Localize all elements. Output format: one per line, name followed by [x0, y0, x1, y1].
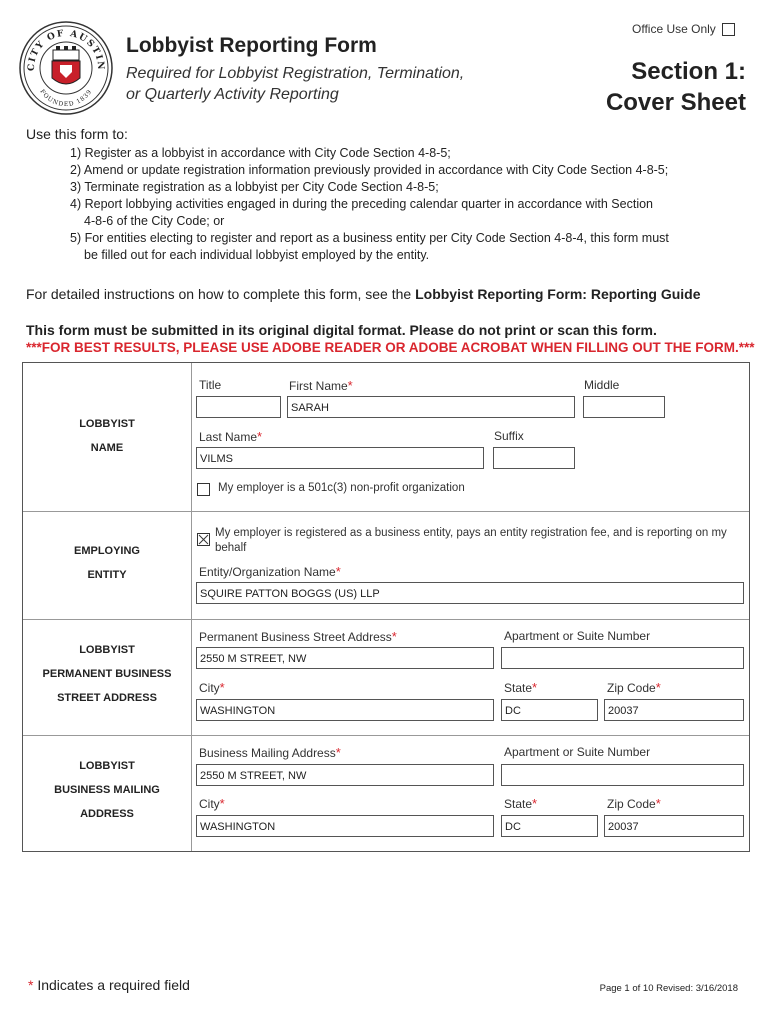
mailing-city-field[interactable]: WASHINGTON	[196, 815, 494, 837]
required-mark: *	[28, 977, 34, 993]
last-name-label	[199, 429, 262, 444]
office-use-label: Office Use Only	[632, 22, 716, 36]
section-label-line: LOBBYIST	[79, 418, 135, 430]
column-divider	[191, 363, 192, 851]
row-divider	[23, 511, 749, 512]
title-label: Title	[199, 378, 222, 392]
permanent-address-section-label	[23, 638, 191, 710]
middle-label: Middle	[584, 378, 620, 392]
required-mark: *	[335, 745, 341, 760]
section-label-line: PERMANENT BUSINESS	[42, 668, 172, 680]
entity-name-field[interactable]: SQUIRE PATTON BOGGS (US) LLP	[196, 582, 744, 604]
mailing-address-section-label	[23, 754, 191, 826]
mailing-zip-label-text: Zip Code	[607, 797, 656, 811]
usage-list	[70, 145, 750, 264]
reporting-guide-title: Lobbyist Reporting Form: Reporting Guide	[415, 286, 701, 302]
permanent-state-field[interactable]: DC	[501, 699, 598, 721]
required-mark: *	[257, 429, 263, 444]
required-mark: *	[655, 796, 661, 811]
required-mark: *	[347, 378, 353, 393]
section-label-line: STREET ADDRESS	[57, 692, 157, 704]
permanent-zip-label	[607, 680, 661, 695]
entity-name-label-text: Entity/Organization Name	[199, 565, 336, 579]
required-mark: *	[655, 680, 661, 695]
usage-item-2: 2) Amend or update registration information previously provided in accordance with City Code Section 4-8-5;	[70, 163, 669, 177]
section-label-line: LOBBYIST	[79, 760, 135, 772]
required-mark: *	[219, 680, 225, 695]
usage-item-3: 3) Terminate registration as a lobbyist per City Code Section 4-8-5;	[70, 180, 439, 194]
page-info: Page 1 of 10 Revised: 3/16/2018	[599, 983, 738, 994]
section-label-line: EMPLOYING	[73, 545, 140, 557]
subtitle-line-2: or Quarterly Activity Reporting	[126, 86, 339, 103]
mailing-apt-field[interactable]	[501, 764, 744, 786]
subtitle-line-1: Required for Lobbyist Registration, Termination,	[126, 65, 465, 82]
seal-text-bottom: FOUNDED 1839	[38, 88, 94, 109]
required-mark: *	[335, 564, 341, 579]
suffix-field[interactable]	[493, 447, 575, 469]
city-seal-logo	[18, 20, 114, 116]
required-mark: *	[391, 629, 397, 644]
permanent-street-field[interactable]: 2550 M STREET, NW	[196, 647, 494, 669]
business-entity-label	[215, 526, 745, 556]
permanent-apt-field[interactable]	[501, 647, 744, 669]
form-title: Lobbyist Reporting Form	[126, 34, 377, 57]
business-entity-label-line: My employer is registered as a business entity, pays an entity registration fee, and is reporting on my	[215, 527, 727, 539]
detail-instructions	[26, 286, 701, 302]
first-name-label	[289, 378, 353, 393]
employing-entity-section-label	[23, 539, 191, 587]
permanent-city-field[interactable]: WASHINGTON	[196, 699, 494, 721]
usage-item-4-cont: 4-8-6 of the City Code; or	[84, 214, 225, 228]
usage-item-4: 4) Report lobbying activities engaged in during the preceding calendar quarter in accordance with Section	[70, 197, 653, 211]
first-name-field[interactable]: SARAH	[287, 396, 575, 418]
mailing-state-label	[504, 796, 537, 811]
permanent-city-label	[199, 680, 225, 695]
mailing-zip-label	[607, 796, 661, 811]
section-label-line: LOBBYIST	[79, 644, 135, 656]
detail-prefix: For detailed instructions on how to complete this form, see the	[26, 286, 416, 302]
form-subtitle	[126, 63, 506, 105]
permanent-city-label-text: City	[199, 681, 220, 695]
nonprofit-checkbox[interactable]	[197, 483, 210, 496]
format-warning: This form must be submitted in its original digital format. Please do not print or scan this form.	[26, 322, 657, 338]
lobbyist-name-section-label	[23, 412, 191, 460]
adobe-warning: ***FOR BEST RESULTS, PLEASE USE ADOBE READER OR ADOBE ACROBAT WHEN FILLING OUT THE FORM.***	[26, 340, 755, 355]
mailing-street-field[interactable]: 2550 M STREET, NW	[196, 764, 494, 786]
business-entity-label-line: behalf	[215, 542, 247, 554]
nonprofit-label: My employer is a 501c(3) non-profit organization	[218, 482, 465, 494]
section-label-line: NAME	[90, 442, 124, 454]
business-entity-checkbox[interactable]	[197, 533, 210, 546]
title-field[interactable]	[196, 396, 281, 418]
office-use-only	[632, 22, 735, 36]
middle-name-field[interactable]	[583, 396, 665, 418]
row-divider	[23, 619, 749, 620]
mailing-state-label-text: State	[504, 797, 533, 811]
row-divider	[23, 735, 749, 736]
permanent-state-label-text: State	[504, 681, 533, 695]
usage-item-5-cont: be filled out for each individual lobbyist employed by the entity.	[84, 248, 430, 262]
section-label-line: BUSINESS MAILING	[54, 784, 160, 796]
mailing-city-label	[199, 796, 225, 811]
required-mark: *	[219, 796, 225, 811]
required-field-note-text: Indicates a required field	[33, 977, 190, 993]
mailing-zip-field[interactable]: 20037	[604, 815, 744, 837]
section-label-line: ADDRESS	[80, 808, 134, 820]
mailing-city-label-text: City	[199, 797, 220, 811]
suffix-label: Suffix	[494, 429, 524, 443]
permanent-street-label-text: Permanent Business Street Address	[199, 630, 392, 644]
intro-lead: Use this form to:	[26, 126, 128, 142]
permanent-zip-label-text: Zip Code	[607, 681, 656, 695]
office-use-checkbox[interactable]	[722, 23, 735, 36]
required-mark: *	[532, 796, 538, 811]
mailing-apt-label: Apartment or Suite Number	[504, 745, 651, 759]
required-mark: *	[532, 680, 538, 695]
seal-text-top: CITY OF AUSTIN	[26, 28, 106, 72]
check-x-icon	[198, 534, 209, 545]
permanent-apt-label: Apartment or Suite Number	[504, 629, 651, 643]
first-name-label-text: First Name	[289, 379, 348, 393]
permanent-street-label	[199, 629, 397, 644]
mailing-street-label	[199, 745, 341, 760]
usage-item-1: 1) Register as a lobbyist in accordance with City Code Section 4-8-5;	[70, 146, 451, 160]
usage-item-5: 5) For entities electing to register and report as a business entity per City Code Section 4-8-4, this form must	[70, 231, 669, 245]
required-field-note	[28, 977, 190, 993]
entity-name-label	[199, 564, 341, 579]
section-heading-line-1: Section 1:	[631, 58, 746, 85]
permanent-zip-field[interactable]: 20037	[604, 699, 744, 721]
mailing-street-label-text: Business Mailing Address	[199, 746, 336, 760]
form-table	[22, 362, 750, 852]
section-heading-line-2: Cover Sheet	[605, 89, 746, 116]
permanent-state-label	[504, 680, 537, 695]
last-name-label-text: Last Name	[199, 430, 258, 444]
section-heading	[606, 56, 746, 118]
section-label-line: ENTITY	[87, 569, 127, 581]
mailing-state-field[interactable]: DC	[501, 815, 598, 837]
last-name-field[interactable]: VILMS	[196, 447, 484, 469]
